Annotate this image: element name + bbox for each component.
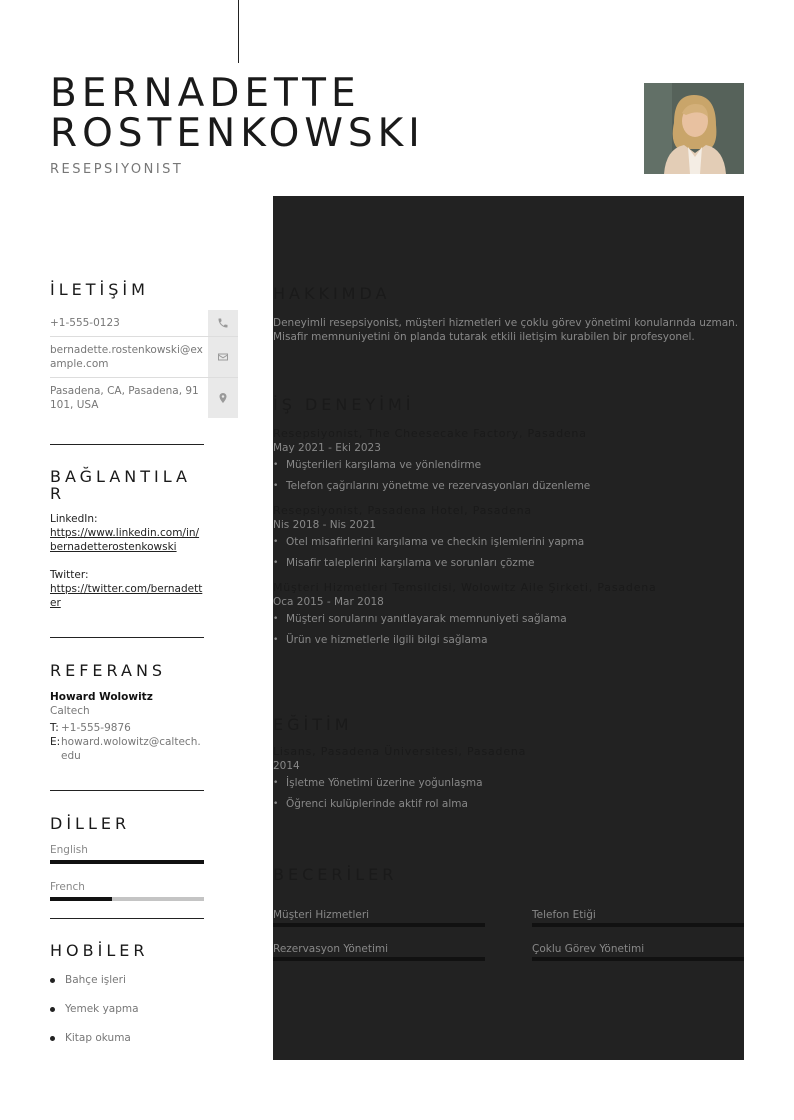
twitter-label: Twitter: (50, 569, 89, 581)
reference-company: Caltech (50, 705, 90, 717)
sidebar (50, 280, 205, 1061)
location-pin-icon (208, 378, 238, 418)
links-heading: BAĞLANTILAR (50, 467, 191, 503)
skill-level-bar (273, 957, 485, 961)
job-bullet: • Müşteri sorularını yanıtlayarak memnuniyeti sağlama (273, 612, 744, 626)
section-divider (50, 790, 204, 791)
section-divider (273, 840, 744, 841)
education-bullets (273, 776, 744, 811)
education-heading: EĞİTİM (273, 715, 353, 734)
experience-heading: İŞ DENEYİMİ (273, 395, 415, 414)
job-title: Resepsiyonist, Pasadena Hotel, Pasadena (273, 504, 532, 517)
education-bullet: • Öğrenci kulüplerinde aktif rol alma (273, 797, 744, 811)
hobby-item: Bahçe işleri (50, 974, 205, 1003)
linkedin-link[interactable]: https://www.linkedin.com/in/bernadetterostenkowski (50, 527, 200, 553)
skill-item (532, 943, 744, 961)
job-bullet: • Misafir taleplerini karşılama ve sorunları çözme (273, 556, 744, 570)
contact-phone-row (50, 310, 238, 337)
contact-heading: İLETİŞİM (50, 280, 149, 299)
section-divider (273, 259, 744, 260)
job-date: Oca 2015 - Mar 2018 (273, 596, 384, 608)
job-bullet: • Müşterileri karşılama ve yönlendirme (273, 458, 744, 472)
skill-level-bar (532, 923, 744, 927)
top-divider-line (238, 0, 239, 63)
section-divider (273, 690, 744, 691)
job-entry (273, 504, 744, 570)
language-name: French (50, 881, 85, 893)
contact-email-row (50, 337, 238, 378)
education-section (273, 690, 744, 811)
skill-name: Çoklu Görev Yönetimi (532, 943, 645, 955)
hobbies-heading: HOBİLER (50, 941, 149, 960)
job-bullets (273, 458, 744, 493)
skill-name: Müşteri Hizmetleri (273, 909, 370, 921)
section-divider (50, 918, 204, 919)
skill-level-bar (273, 923, 485, 927)
job-bullet: • Ürün ve hizmetlerle ilgili bilgi sağlama (273, 633, 744, 647)
skills-heading: BECERİLER (273, 865, 398, 884)
language-level-bar (50, 897, 204, 901)
job-title: Müşteri Hizmetleri Temsilcisi, Wolowitz Aile Şirketi, Pasadena (273, 581, 657, 594)
twitter-link[interactable]: https://twitter.com/bernadetter (50, 583, 203, 609)
section-divider (273, 370, 744, 371)
candidate-name (50, 71, 425, 156)
languages-heading: DİLLER (50, 814, 131, 833)
reference-phone-row (50, 721, 205, 735)
references-heading: REFERANS (50, 661, 167, 680)
job-role: RESEPSIYONIST (50, 162, 184, 177)
last-name: ROSTENKOWSKI (50, 111, 425, 156)
job-bullets (273, 612, 744, 647)
job-bullet: • Telefon çağrılarını yönetme ve rezervasyonları düzenleme (273, 479, 744, 493)
contact-email[interactable]: bernadette.rostenkowski@example.com (50, 344, 203, 370)
linkedin-label: LinkedIn: (50, 513, 98, 525)
experience-section (273, 370, 744, 647)
reference-email-row (50, 735, 205, 763)
contact-address: Pasadena, CA, Pasadena, 91101, USA (50, 385, 199, 411)
education-bullet: • İşletme Yönetimi üzerine yoğunlaşma (273, 776, 744, 790)
language-level-bar (50, 860, 204, 864)
section-divider (50, 637, 204, 638)
reference-name: Howard Wolowitz (50, 691, 153, 703)
reference-phone[interactable]: +1-555-9876 (61, 722, 131, 734)
job-entry (273, 581, 744, 647)
job-entry (273, 427, 744, 493)
envelope-icon (208, 337, 238, 377)
first-name: BERNADETTE (50, 71, 361, 116)
job-title: Resepsiyonist, The Cheesecake Factory, Pasadena (273, 427, 587, 440)
about-section (273, 259, 744, 344)
reference-email-label: E: (50, 736, 61, 748)
language-level-fill (50, 897, 112, 901)
hobby-item: Kitap okuma (50, 1032, 205, 1061)
job-date: Nis 2018 - Nis 2021 (273, 519, 377, 531)
phone-icon (208, 310, 238, 336)
contact-phone[interactable]: +1-555-0123 (50, 317, 120, 329)
contact-address-row (50, 378, 238, 418)
language-level-fill (50, 860, 204, 864)
skill-level-bar (532, 957, 744, 961)
education-degree: Lisans, Pasadena Üniversitesi, Pasadena (273, 745, 527, 758)
language-name: English (50, 844, 88, 856)
job-date: May 2021 - Eki 2023 (273, 442, 381, 454)
skill-item (532, 909, 744, 927)
reference-phone-label: T: (50, 722, 59, 734)
section-divider (50, 444, 204, 445)
job-bullet: • Otel misafirlerini karşılama ve checkin işlemlerini yapma (273, 535, 744, 549)
skill-name: Rezervasyon Yönetimi (273, 943, 389, 955)
skill-item (273, 909, 485, 927)
job-bullets (273, 535, 744, 570)
portrait-image (644, 83, 744, 174)
hobby-item: Yemek yapma (50, 1003, 205, 1032)
profile-photo (644, 83, 744, 174)
education-year: 2014 (273, 760, 300, 772)
reference-email[interactable]: howard.wolowitz@caltech.edu (61, 736, 201, 762)
skill-item (273, 943, 485, 961)
about-heading: HAKKIMDA (273, 284, 391, 303)
skills-section (273, 840, 744, 970)
about-text: Deneyimli resepsiyonist, müşteri hizmetleri ve çoklu görev yönetimi konularında uzman. Misafir memnuniyetini ön planda tutarak etkili iletişim kurabilen bir profesyonel. (273, 317, 739, 343)
skill-name: Telefon Etiği (532, 909, 596, 921)
